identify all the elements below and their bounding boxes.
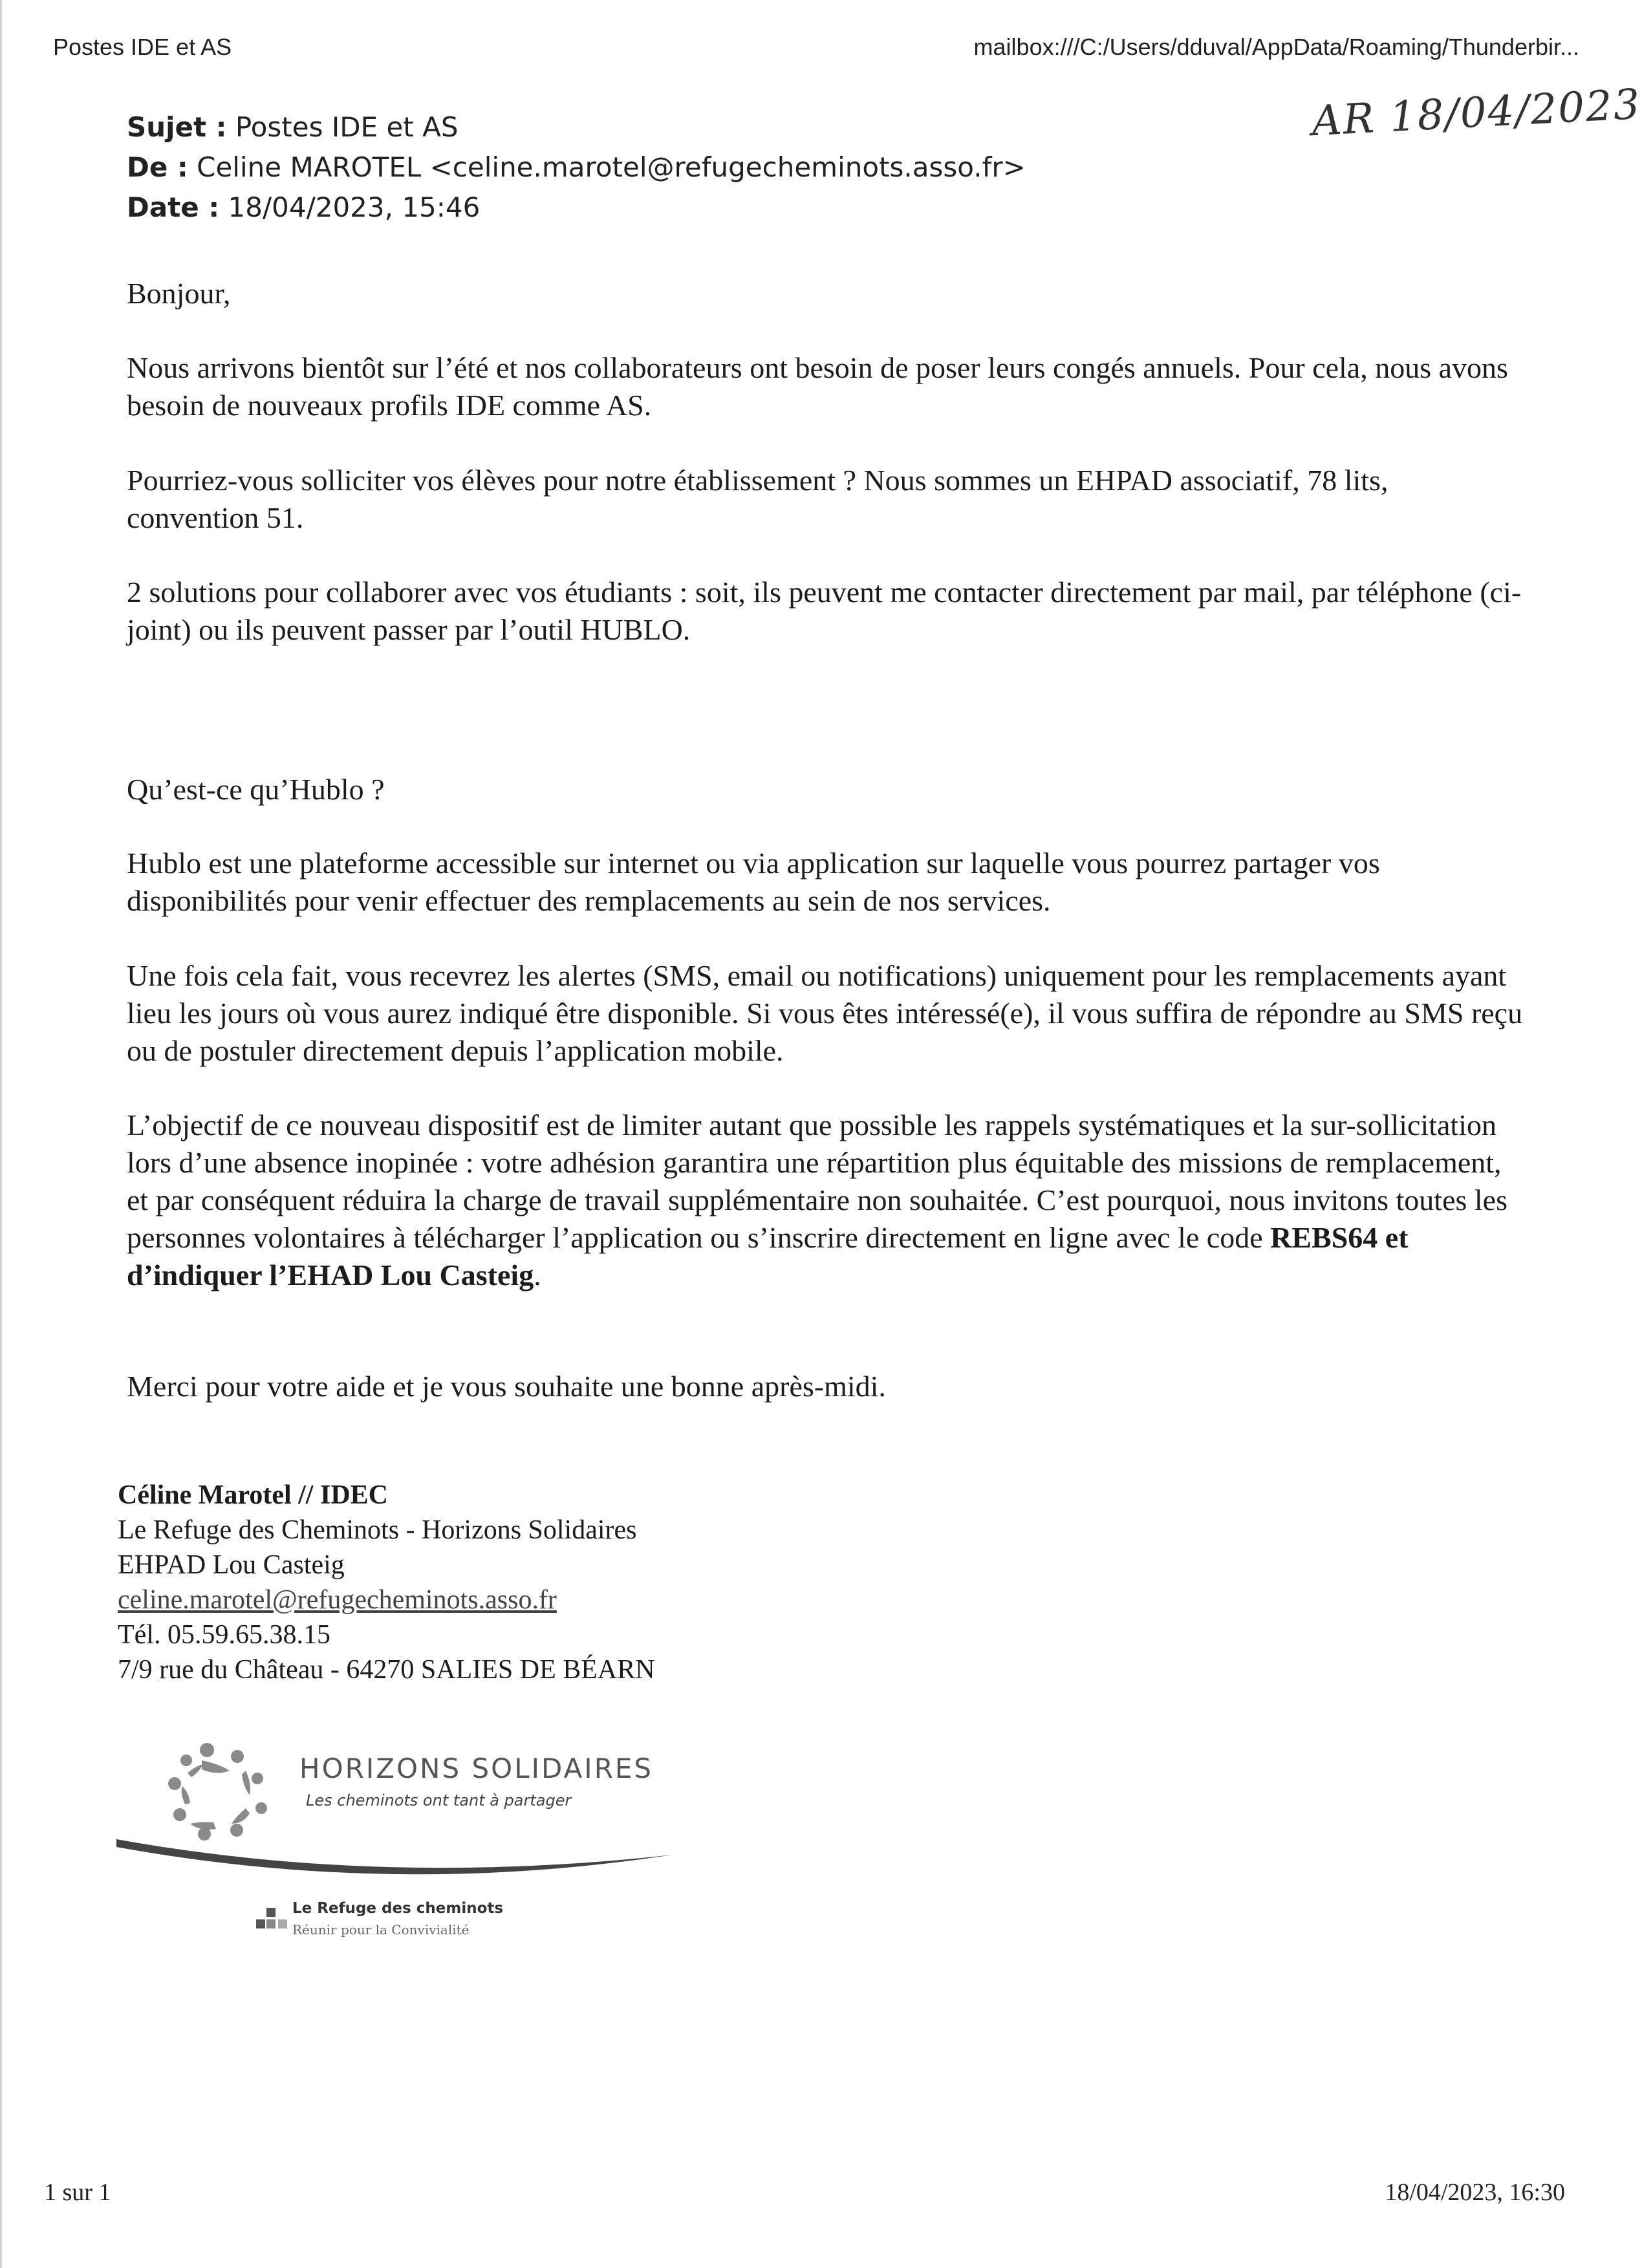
from-label: De : [127, 151, 188, 183]
signature-org: Le Refuge des Cheminots - Horizons Solidaires [118, 1515, 637, 1545]
refuge-title: Le Refuge des cheminots [292, 1900, 504, 1917]
logo-title: HORIZONS SOLIDAIRES [299, 1753, 654, 1784]
refuge-subtitle: Réunir pour la Convivialité [292, 1922, 470, 1938]
registration-code: REBS64 et d’indiquer l’EHAD Lou Casteig [127, 1221, 1409, 1291]
print-timestamp: 18/04/2023, 16:30 [1385, 2179, 1565, 2206]
hublo-question: Qu’est-ce qu’Hublo ? [127, 773, 385, 806]
print-header-url: mailbox:///C:/Users/dduval/AppData/Roaming/Thunderbir... [973, 34, 1579, 60]
print-header-title: Postes IDE et AS [53, 34, 232, 60]
email-subject-row [127, 111, 459, 143]
signature-email-link[interactable]: celine.marotel@refugecheminots.asso.fr [118, 1585, 557, 1615]
signature-address: 7/9 rue du Château - 64270 SALIES DE BÉARN [118, 1655, 655, 1685]
paragraph-2: Pourriez-vous solliciter vos élèves pour notre établissement ? Nous sommes un EHPAD associatif, 78 lits, convention 51. [127, 464, 1388, 534]
horizons-solidaires-logo [123, 1733, 692, 1966]
signature-phone: Tél. 05.59.65.38.15 [118, 1620, 330, 1650]
greeting: Bonjour, [127, 277, 231, 310]
email-subject: Postes IDE et AS [235, 111, 459, 143]
logo-tagline: Les cheminots ont tant à partager [306, 1791, 572, 1809]
email-from-row [127, 151, 1026, 183]
paragraph-6-end: . [534, 1258, 541, 1291]
scan-edge-line [0, 0, 2, 2268]
paragraph-1: Nous arrivons bientôt sur l’été et nos collaborateurs ont besoin de poser leurs congés annuels. Pour cela, nous avons besoin de nouveaux profils IDE comme AS. [127, 351, 1508, 422]
signature-name: Céline Marotel // IDEC [118, 1480, 388, 1510]
handwritten-annotation: AR 18/04/2023 [1310, 80, 1642, 146]
paragraph-6 [127, 1107, 1524, 1294]
date-label: Date : [127, 191, 220, 223]
paragraph-5: Une fois cela fait, vous recevrez les alertes (SMS, email ou notifications) uniquement pour les remplacements ayant lieu les jours où vous aurez indiqué être disponible. Si vous êtes intéressé(e), il vous suffira de répondre au SMS reçu ou de postuler directement depuis l’application mobile. [127, 959, 1523, 1067]
page-count: 1 sur 1 [44, 2179, 111, 2206]
paragraph-3: 2 solutions pour collaborer avec vos étudiants : soit, ils peuvent me contacter directement par mail, par téléphone (ci-joint) ou ils peuvent passer par l’outil HUBLO. [127, 576, 1522, 646]
subject-label: Sujet : [127, 111, 227, 143]
email-date: 18/04/2023, 15:46 [228, 191, 481, 223]
email-from: Celine MAROTEL <celine.marotel@refugecheminots.asso.fr> [197, 151, 1026, 183]
email-date-row [127, 191, 480, 223]
paragraph-4: Hublo est une plateforme accessible sur internet ou via application sur laquelle vous pourrez partager vos disponibilités pour venir effectuer des remplacements au sein de nos services. [127, 847, 1380, 917]
signature-facility: EHPAD Lou Casteig [118, 1550, 345, 1580]
closing: Merci pour votre aide et je vous souhaite une bonne après-midi. [127, 1370, 886, 1403]
paragraph-6-text: L’objectif de ce nouveau dispositif est de limiter autant que possible les rappels systématiques et la sur-sollicitation lors d’une absence inopinée : votre adhésion garantira une répartition plus équitable des missions de remplacement, et par conséquent réduira la charge de travail supplémentaire non souhaitée. C’est pourquoi, nous invitons toutes les personnes volontaires à télécharger l’application ou s’inscrire directement en ligne avec le code [127, 1108, 1508, 1254]
